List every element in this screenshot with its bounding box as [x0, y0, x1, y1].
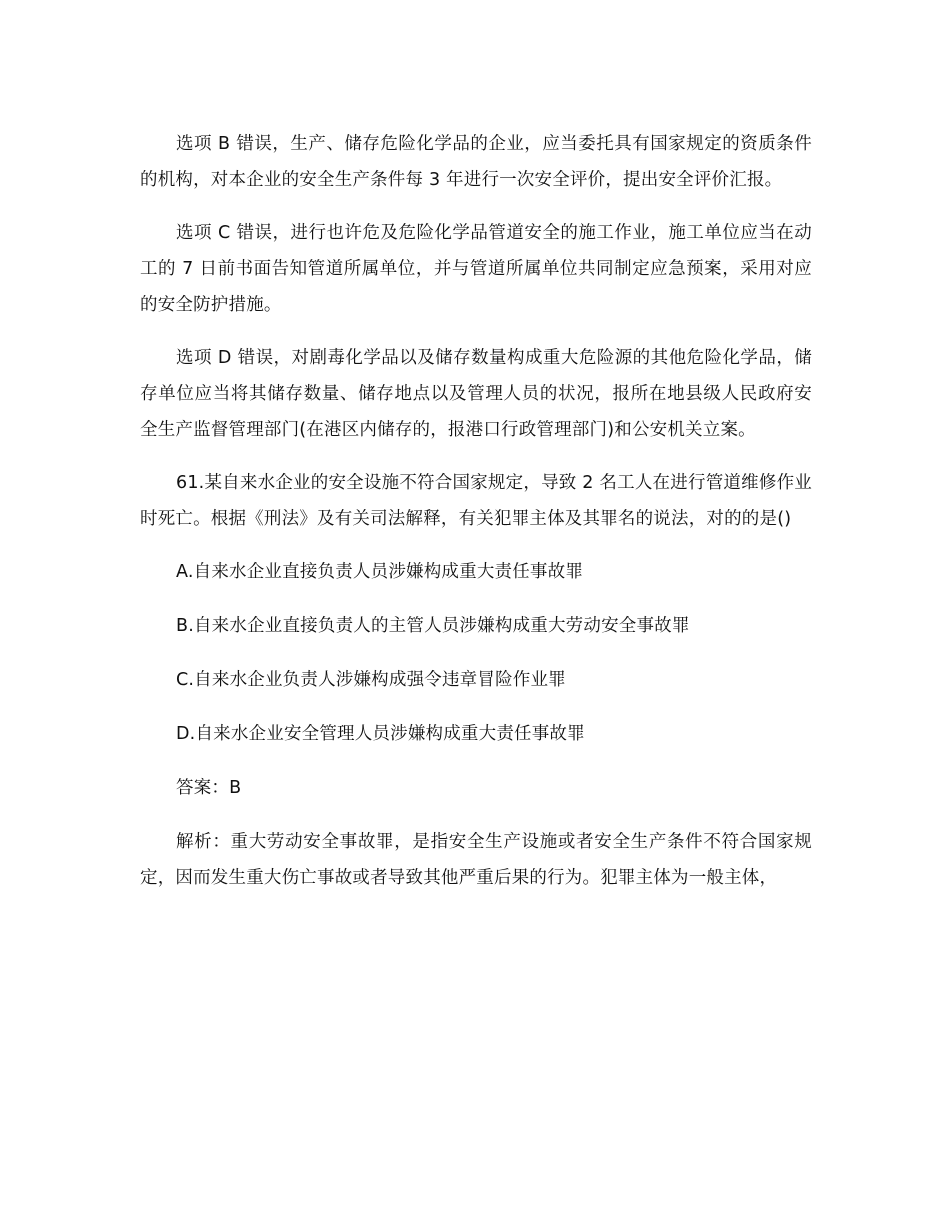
- option-a: A.自来水企业直接负责人员涉嫌构成重大责任事故罪: [176, 562, 584, 582]
- answer-line: 答案：B: [176, 778, 242, 798]
- paragraph-option-d-explanation: 选项 D 错误，对剧毒化学品以及储存数量构成重大危险源的其他危险化学品，储存单位应当将其储存数量、储存地点以及管理人员的状况，报所在地县级人民政府安全生产监督管理部门(在港区内储存的，报港口行政管理部门)和公安机关立案。: [140, 348, 812, 440]
- question-61: 61.某自来水企业的安全设施不符合国家规定，导致 2 名工人在进行管道维修作业时死亡。根据《刑法》及有关司法解释，有关犯罪主体及其罪名的说法，对的的是(): [140, 473, 812, 529]
- paragraph-option-b-explanation: 选项 B 错误，生产、储存危险化学品的企业，应当委托具有国家规定的资质条件的机构，对本企业的安全生产条件每 3 年进行一次安全评价，提出安全评价汇报。: [140, 134, 812, 190]
- document-body: [140, 126, 812, 913]
- paragraph-option-c-explanation: 选项 C 错误，进行也许危及危险化学品管道安全的施工作业，施工单位应当在动工的 7 日前书面告知管道所属单位，并与管道所属单位共同制定应急预案，采用对应的安全防护措施。: [140, 223, 812, 315]
- analysis-paragraph: 解析：重大劳动安全事故罪，是指安全生产设施或者安全生产条件不符合国家规定，因而发生重大伤亡事故或者导致其他严重后果的行为。犯罪主体为一般主体，: [140, 832, 812, 888]
- option-b: B.自来水企业直接负责人的主管人员涉嫌构成重大劳动安全事故罪: [176, 616, 690, 636]
- option-d: D.自来水企业安全管理人员涉嫌构成重大责任事故罪: [176, 724, 585, 744]
- option-c: C.自来水企业负责人涉嫌构成强令违章冒险作业罪: [176, 670, 566, 690]
